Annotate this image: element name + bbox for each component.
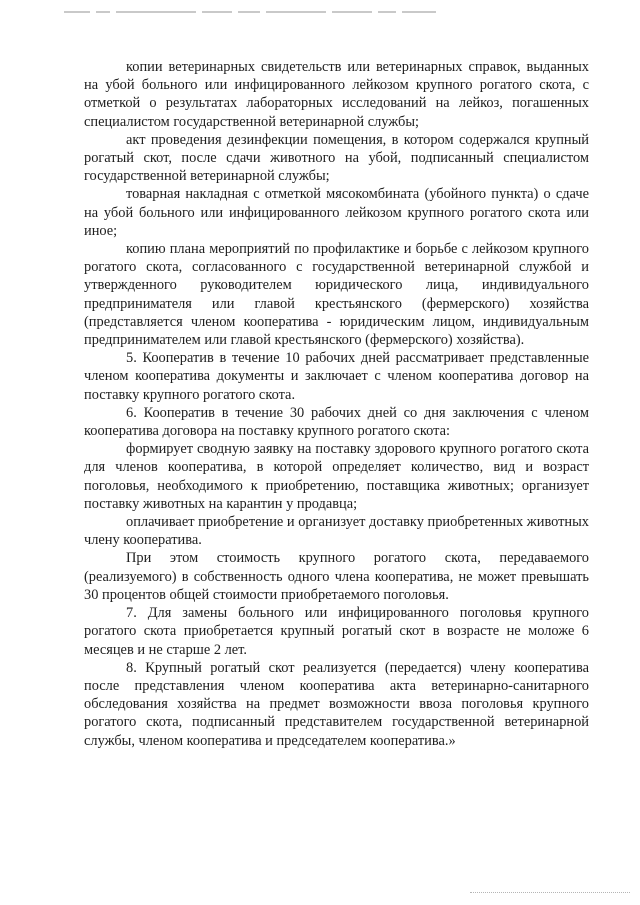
paragraph-item-8: 8. Крупный рогатый скот реализуется (передается) члену кооператива после представления членом кооператива акта ветеринарно-санитарного обследования хозяйства на предмет возможности ввоза поголовья крупного рогатого скота, подписанный представителем государственной ветеринарной службы, членом кооператива и председателем кооператива.» [84, 659, 589, 749]
header-scan-artifact [64, 9, 484, 15]
paragraph-waybill: товарная накладная с отметкой мясокомбината (убойного пункта) о сдаче на убой больного или инфицированного лейкозом крупного рогатого скота или иное; [84, 186, 589, 239]
document-body [84, 58, 589, 750]
paragraph-payment-delivery: оплачивает приобретение и организует доставку приобретенных животных члену кооператива. [84, 514, 589, 549]
paragraph-item-6: 6. Кооператив в течение 30 рабочих дней со дня заключения с членом кооператива договора на поставку крупного рогатого скота: [84, 404, 589, 440]
paragraph-prevention-plan: копию плана мероприятий по профилактике и борьбе с лейкозом крупного рогатого скота, согласованного с государственной ветеринарной службой и утвержденного руководителем юридического лица, индивидуального предпринимателя или главой крестьянского (фермерского) хозяйства (представляется членом кооператива - юридическим лицом, индивидуальным предпринимателем или главой крестьянского (фермерского) хозяйства). [84, 241, 589, 349]
paragraph-disinfection-act: акт проведения дезинфекции помещения, в котором содержался крупный рогатый скот, после сдачи животного на убой, подписанный специалистом государственной ветеринарной службы; [84, 131, 589, 185]
paragraph-summary-request: формирует сводную заявку на поставку здорового крупного рогатого скота для членов кооператива, в которой определяет количество, вид и возраст поголовья, необходимого к приобретению, поставщика животных; организует поставку животных на карантин у продавца; [84, 441, 589, 512]
paragraph-vet-certificates: копии ветеринарных свидетельств или ветеринарных справок, выданных на убой больного или инфицированного лейкозом крупного рогатого скота, с отметкой о результатах лабораторных исследований на лейкоз, погашенных специалистом государственной ветеринарной службы; [84, 59, 589, 130]
paragraph-cost-limit: При этом стоимость крупного рогатого скота, передаваемого (реализуемого) в собственность одного члена кооператива, не может превышать 30 процентов общей стоимости приобретаемого поголовья. [84, 550, 589, 603]
paragraph-item-7: 7. Для замены больного или инфицированного поголовья крупного рогатого скота приобретается крупный рогатый скот в возрасте не моложе 6 месяцев и не старше 2 лет. [84, 605, 589, 658]
paragraph-item-5: 5. Кооператив в течение 10 рабочих дней рассматривает представленные членом кооператива документы и заключает с членом кооператива договор на поставку крупного рогатого скота. [84, 350, 589, 403]
footer-scan-line [470, 892, 630, 893]
